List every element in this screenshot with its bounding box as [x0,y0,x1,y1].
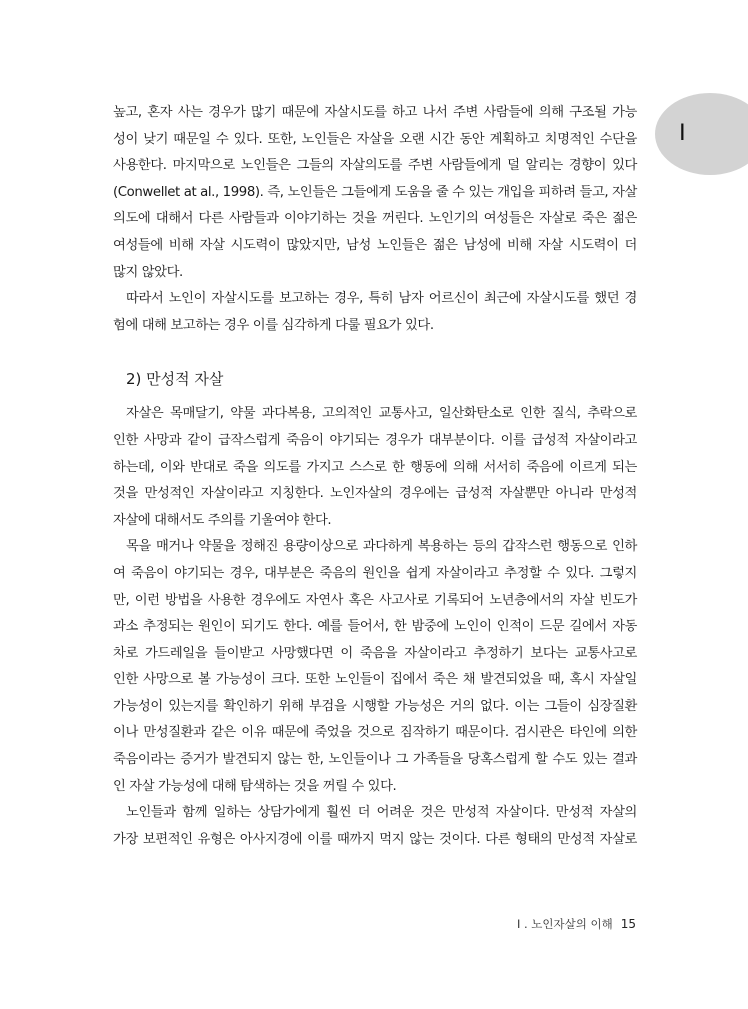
text-line: 따라서 노인이 자살시도를 보고하는 경우, 특히 남자 어르신이 최근에 자살시도를 했던 경 [126,291,637,307]
text-line: 자살은 목매달기, 약물 과다복용, 고의적인 교통사고, 일산화탄소로 인한 질식, 추락으로 [126,406,637,422]
paragraph [113,800,637,853]
text-line: 차로 가드레일을 들이받고 사망했다면 이 죽음을 자살이라고 추정하기 보다는 교통사고로 [113,645,637,661]
body-text [113,100,637,853]
chapter-tab [655,93,748,175]
text-line: 험에 대해 보고하는 경우 이를 심각하게 다룰 필요가 있다. [113,317,434,333]
text-line: 가장 보편적인 유형은 아사지경에 이를 때까지 먹지 않는 것이다. 다른 형태의 만성적 자살로 [113,831,637,847]
text-line: 과소 추정되는 원인이 되기도 한다. 예를 들어서, 한 밤중에 노인이 인적이 드문 길에서 자동 [113,619,637,635]
text-line: 여 죽음이 야기되는 경우, 대부분은 죽음의 원인을 쉽게 자살이라고 추정할 수 있다. 그렇지 [113,565,637,581]
paragraph [113,100,637,286]
text-line: 많지 않았다. [113,264,183,280]
text-line: 성이 낮기 때문일 수 있다. 또한, 노인들은 자살을 오랜 시간 동안 계획하고 치명적인 수단을 [113,131,637,147]
text-line: 여성들에 비해 자살 시도력이 많았지만, 남성 노인들은 젊은 남성에 비해 자살 시도력이 더 [113,237,637,253]
text-line: 가능성이 있는지를 확인하기 위해 부검을 시행할 가능성은 거의 없다. 이는 그들이 심장질환 [113,698,637,714]
text-line: 인한 사망으로 볼 가능성이 크다. 또한 노인들이 집에서 죽은 채 발견되었을 때, 혹시 자살일 [113,672,637,688]
text-line: 자살에 대해서도 주의를 기울여야 한다. [113,512,332,528]
paragraph [113,401,637,534]
text-line: 하는데, 이와 반대로 죽을 의도를 가지고 스스로 한 행동에 의해 서서히 죽음에 이르게 되는 [113,459,637,475]
footer-chapter-title: I . 노인자살의 이해 [516,917,613,931]
text-line: 노인들과 함께 일하는 상담가에게 훨씬 더 어려운 것은 만성적 자살이다. 만성적 자살의 [126,805,637,821]
text-line: 높고, 혼자 사는 경우가 많기 때문에 자살시도를 하고 나서 주변 사람들에 의해 구조될 가능 [113,105,637,120]
text-line: (Conwellet at al., 1998). 즉, 노인들은 그들에게 도움을 줄 수 있는 개입을 피하려 들고, 자살 [113,184,637,200]
text-line: 의도에 대해서 다른 사람들과 이야기하는 것을 꺼린다. 노인기의 여성들은 자살로 죽은 젊은 [113,211,637,227]
text-line: 목을 매거나 약물을 정해진 용량이상으로 과다하게 복용하는 등의 갑작스런 행동으로 인하 [126,539,637,555]
text-line: 인한 사망과 같이 급작스럽게 죽음이 야기되는 경우가 대부분이다. 이를 급성적 자살이라고 [113,432,637,448]
text-line: 죽음이라는 증거가 발견되지 않는 한, 노인들이나 그 가족들을 당혹스럽게 할 수도 있는 결과 [113,752,637,768]
chapter-tab-label: I [679,119,686,146]
section-heading: 2) 만성적 자살 [126,370,224,389]
paragraph [113,534,637,800]
paragraph [113,286,637,339]
text-line: 만, 이런 방법을 사용한 경우에도 자연사 혹은 사고사로 기록되어 노년층에서의 자살 빈도가 [113,592,637,608]
page-number: 15 [620,917,636,931]
text-line: 사용한다. 마지막으로 노인들은 그들의 자살의도를 주변 사람들에게 덜 알리는 경향이 있다 [113,158,637,174]
page-footer [517,916,636,932]
text-line: 이나 만성질환과 같은 이유 때문에 죽었을 것으로 짐작하기 때문이다. 검시관은 타인에 의한 [113,725,637,741]
text-line: 것을 만성적인 자살이라고 지칭한다. 노인자살의 경우에는 급성적 자살뿐만 아니라 만성적 [113,486,637,502]
text-line: 인 자살 가능성에 대해 탐색하는 것을 꺼릴 수 있다. [113,778,397,794]
